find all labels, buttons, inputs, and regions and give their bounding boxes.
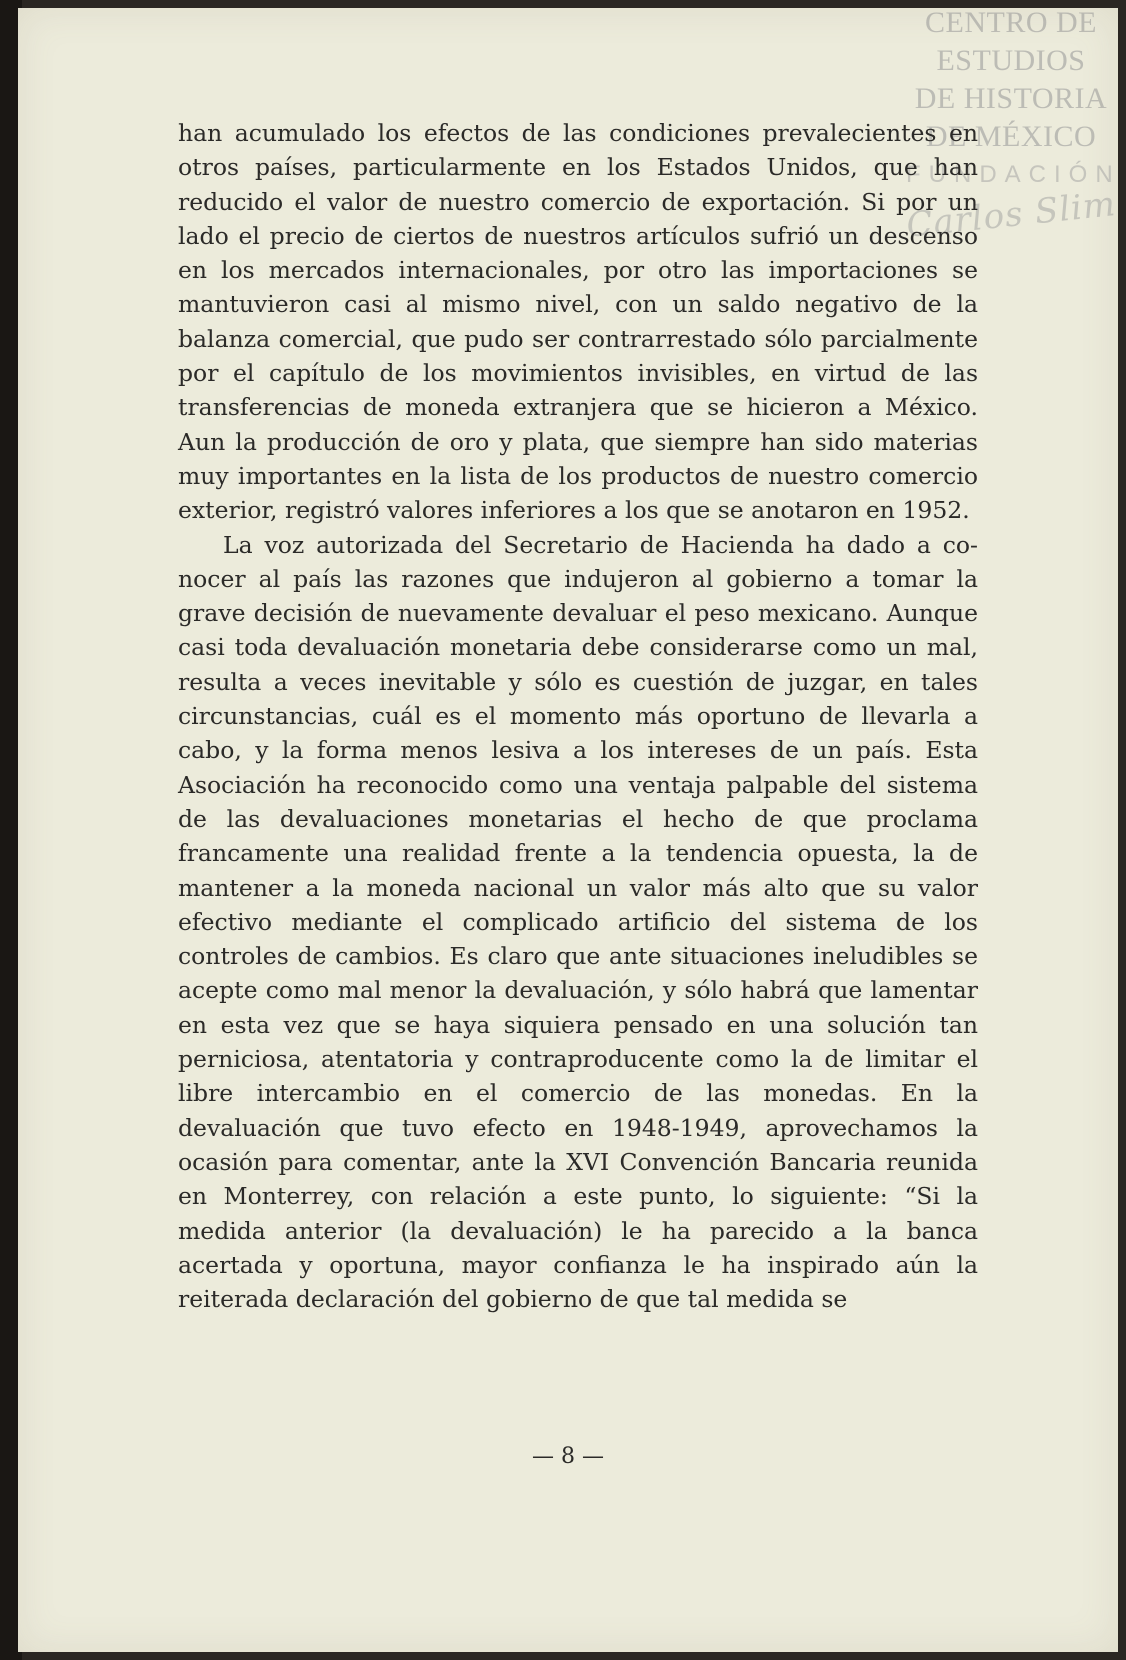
watermark-signature: Carlos Slim [904,184,1118,246]
body-text [178,116,978,1316]
watermark-line-2: ESTUDIOS [936,44,1086,77]
paragraph-2: La voz autorizada del Secretario de Hacienda ha dado a conocer al país las razones que indujeron al gobierno a tomar la grave decisión de nuevamente devaluar el peso mexicano. Aunque casi toda devaluación monetaria debe considerarse como un mal, resulta a veces inevitable y sólo es cuestión de juzgar, en tales circunstancias, cuál es el momento más oportuno de llevarla a cabo, y la forma menos lesiva a los intereses de un país. Esta Asociación ha reconocido como una ventaja palpable del sistema de las devaluaciones monetarias el hecho de que proclama francamente una realidad frente a la tendencia opuesta, la de mantener a la moneda nacional un valor más alto que su valor efectivo mediante el complicado artificio del sistema de los controles de cambios. Es claro que ante situaciones ineludibles se acepte como mal menor la devaluación, y sólo habrá que lamentar en esta vez que se haya siquiera pensado en una solución tan perniciosa, atentatoria y contraproducente como la de limitar el libre intercambio en el comercio de las monedas. En la devaluación que tuvo efecto en 1948-1949, aprovechamos la ocasión para comentar, ante la XVI Convención Bancaria reunida en Monterrey, con relación a este punto, lo siguiente: “Si la medida anterior (la devaluación) le ha parecido a la banca acertada y oportuna, mayor confianza le ha inspirado aún la reiterada declaración del gobierno de que tal medida se [178,530,978,1314]
watermark-line-3: DE HISTORIA [914,82,1108,115]
watermark-foundation: FUNDACIÓN [906,161,1121,188]
page-number: — 8 — [532,1444,604,1469]
watermark-line-1: CENTRO DE [925,6,1097,39]
watermark-line-4: DE MÉXICO [925,120,1097,153]
paragraph-1: han acumulado los efectos de las condiciones prevalecientes en otros países, particularmente en los Estados Unidos, que han reducido el valor de nuestro comercio de exportación. Si por un lado el precio de ciertos de nuestros artículos sufrió un descenso en los mercados internacionales, por otro las importaciones se mantuvieron casi al mismo nivel, con un saldo negativo de la balanza comercial, que pudo ser contrarrestado sólo parcialmente por el capítulo de los movimientos invisibles, en virtud de las transferencias de moneda extranjera que se hicieron a México. Aun la producción de oro y plata, que siempre han sido materias muy importantes en la lista de los productos de nuestro comercio exterior, registró valores inferiores a los que se anotaron en 1952. [178,119,978,525]
